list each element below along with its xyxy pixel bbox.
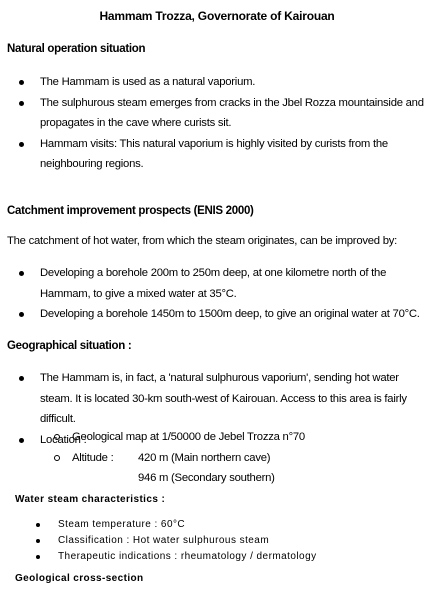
section-heading-cross-section: Geological cross-section <box>15 573 144 584</box>
bullet-icon <box>19 271 24 276</box>
bullet-icon <box>19 438 24 443</box>
section-heading-catchment: Catchment improvement prospects (ENIS 2000) <box>7 205 254 217</box>
list-item-text: Developing a borehole 1450m to 1500m deep, to give an original water at 70°C. <box>40 308 420 320</box>
bullet-icon <box>19 101 24 106</box>
catchment-list <box>0 263 434 325</box>
list-item <box>58 535 269 547</box>
list-item-text: Steam temperature : 60°C <box>58 519 186 530</box>
list-item-text: Location : <box>40 433 87 446</box>
circle-bullet-icon <box>54 455 60 461</box>
section-heading-geographical: Geographical situation : <box>7 340 132 352</box>
catchment-intro: The catchment of hot water, from which the steam originates, can be improved by: <box>7 235 398 247</box>
list-item <box>0 304 434 325</box>
bullet-icon <box>19 142 24 147</box>
list-item-text: Developing a borehole 200m to 250m deep, at one kilometre north of the Hammam, to give a mixed water at 35°C. <box>40 267 387 300</box>
geological-map-item <box>72 430 305 444</box>
section-heading-natural-operation: Natural operation situation <box>7 43 146 55</box>
section-heading-water-steam: Water steam characteristics : <box>15 494 166 505</box>
list-item <box>58 519 185 531</box>
list-item <box>0 93 434 134</box>
list-item <box>0 368 434 430</box>
list-item-text: The Hammam is, in fact, a 'natural sulphurous vaporium', sending hot water steam. It is located 30-km south-west of Kairouan. Access to this area is fairly difficult. <box>40 372 407 425</box>
list-item <box>0 134 434 175</box>
list-item-text: Classification : Hot water sulphurous steam <box>58 535 270 546</box>
natural-operation-list <box>0 72 434 175</box>
bullet-icon <box>36 539 40 543</box>
bullet-icon <box>19 376 24 381</box>
bullet-icon <box>36 555 40 559</box>
circle-bullet-icon <box>54 434 60 440</box>
list-item <box>0 72 434 93</box>
bullet-icon <box>19 312 24 317</box>
altitude-label: Altitude : <box>72 452 114 464</box>
bullet-icon <box>19 80 24 85</box>
list-item <box>58 551 317 563</box>
altitude-value-main: 420 m (Main northern cave) <box>138 452 271 464</box>
bullet-icon <box>36 523 40 527</box>
list-item-text: The Hammam is used as a natural vaporium. <box>40 76 256 88</box>
altitude-value-secondary: 946 m (Secondary southern) <box>138 472 275 484</box>
altitude-item <box>72 451 113 465</box>
list-item-text: Therapeutic indications : rheumatology / dermatology <box>58 551 317 562</box>
geological-map-text: Geological map at 1/50000 de Jebel Trozza n°70 <box>72 431 305 443</box>
page-title: Hammam Trozza, Governorate of Kairouan <box>99 9 335 23</box>
list-item-text: Hammam visits: This natural vaporium is highly visited by curists from the neighbouring regions. <box>40 137 388 170</box>
list-item-text: The sulphurous steam emerges from cracks in the Jbel Rozza mountainside and propagates in the cave where curists sit. <box>40 96 424 129</box>
list-item <box>0 263 434 304</box>
